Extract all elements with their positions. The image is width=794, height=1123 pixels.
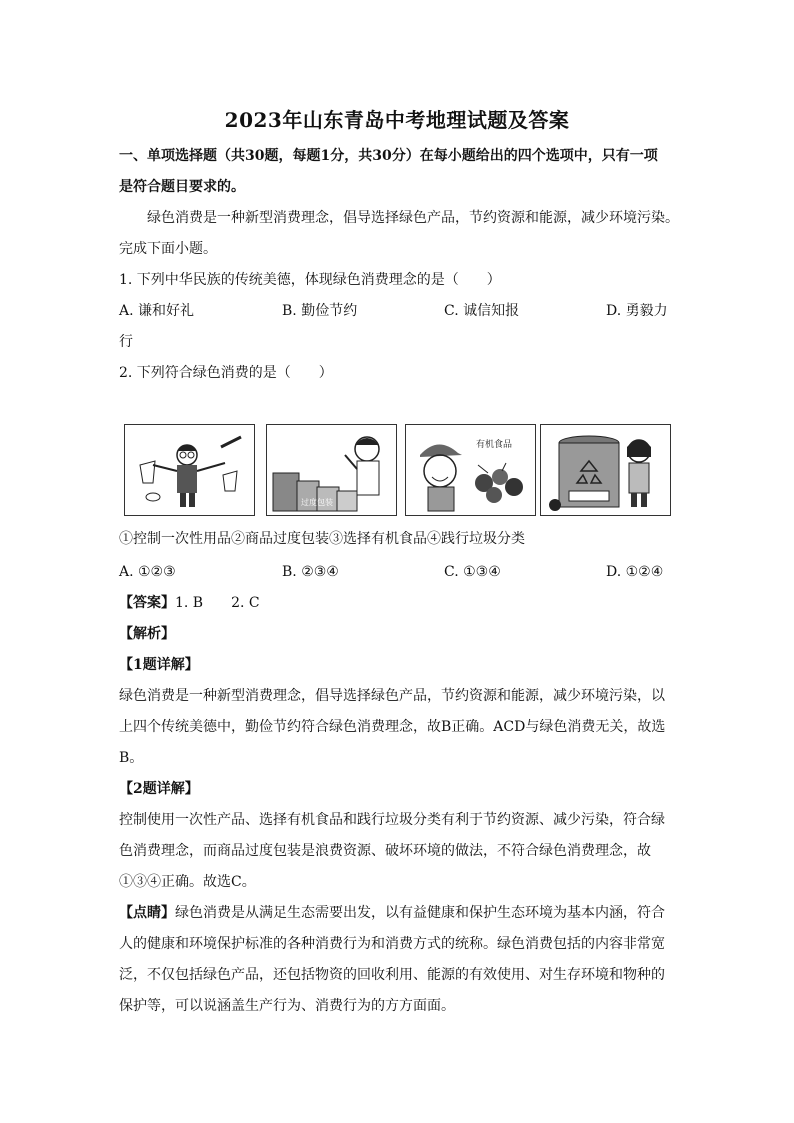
analysis-label: 【解析】: [119, 626, 175, 642]
detail-1-label: 【1题详解】: [119, 657, 199, 673]
question-2-stem: 2. 下列符合绿色消费的是（ ）: [119, 365, 333, 381]
answer-text: 1. B 2. C: [175, 595, 260, 611]
intro-paragraph: 绿色消费是一种新型消费理念，倡导选择绿色产品，节约资源和能源，减少环境污染。: [147, 210, 679, 226]
q2-option-d: D. ①②④: [606, 564, 664, 580]
detail-2-label: 【2题详解】: [119, 781, 199, 797]
packaging-label: 过度包装: [301, 498, 333, 507]
q2-caption: ①控制一次性用品②商品过度包装③选择有机食品④践行垃圾分类: [119, 531, 525, 547]
organic-food-label: 有机食品: [476, 440, 513, 450]
detail-1-line: B。: [119, 750, 144, 766]
excessive-packaging-illustration-icon: [266, 424, 397, 516]
detail-2-line: 色消费理念，而商品过度包装是浪费资源、破坏环境的做法，不符合绿色消费理念，故: [119, 843, 651, 859]
q1-option-c: C. 诚信知报: [444, 303, 520, 319]
q1-option-a: A. 谦和好礼: [119, 303, 195, 319]
q1-option-d-wrap: 行: [119, 334, 133, 350]
detail-2-line: ①③④正确。故选C。: [119, 874, 256, 890]
q1-option-b: B. 勤俭节约: [282, 303, 358, 319]
organic-food-illustration-icon: [405, 424, 536, 516]
key-point-label: 【点睛】: [119, 905, 175, 921]
key-point-line: 保护等，可以说涵盖生产行为、消费行为的方方面面。: [119, 998, 455, 1014]
key-point-line: 泛，不仅包括绿色产品，还包括物资的回收利用、能源的有效使用、对生存环境和物种的: [119, 967, 665, 983]
disposable-items-illustration-icon: [124, 424, 255, 516]
section-heading: 一、单项选择题（共30题，每题1分，共30分）在每小题给出的四个选项中，只有一项: [119, 148, 658, 164]
answer-label: 【答案】: [119, 595, 175, 611]
answer-line: [119, 593, 260, 613]
intro-paragraph-cont: 完成下面小题。: [119, 241, 217, 257]
page-title: 2023年山东青岛中考地理试题及答案: [224, 108, 570, 132]
detail-1-line: 上四个传统美德中，勤俭节约符合绿色消费理念，故B正确。ACD与绿色消费无关，故选: [119, 719, 666, 735]
detail-1-line: 绿色消费是一种新型消费理念，倡导选择绿色产品，节约资源和能源，减少环境污染，以: [119, 688, 665, 704]
garbage-sorting-illustration-icon: [540, 424, 671, 516]
section-heading-cont: 是符合题目要求的。: [119, 179, 245, 195]
key-point-line: [119, 903, 665, 923]
q1-option-d: D. 勇毅力: [606, 303, 668, 319]
key-point-line: 人的健康和环境保护标准的各种消费行为和消费方式的统称。绿色消费包括的内容非常宽: [119, 936, 665, 952]
detail-2-line: 控制使用一次性产品、选择有机食品和践行垃圾分类有利于节约资源、减少污染，符合绿: [119, 812, 665, 828]
q2-option-a: A. ①②③: [119, 564, 176, 580]
q2-option-c: C. ①③④: [444, 564, 501, 580]
key-point-text: 绿色消费是从满足生态需要出发，以有益健康和保护生态环境为基本内涵，符合: [175, 905, 665, 921]
q2-option-b: B. ②③④: [282, 564, 339, 580]
question-1-stem: 1. 下列中华民族的传统美德，体现绿色消费理念的是（ ）: [119, 272, 501, 288]
